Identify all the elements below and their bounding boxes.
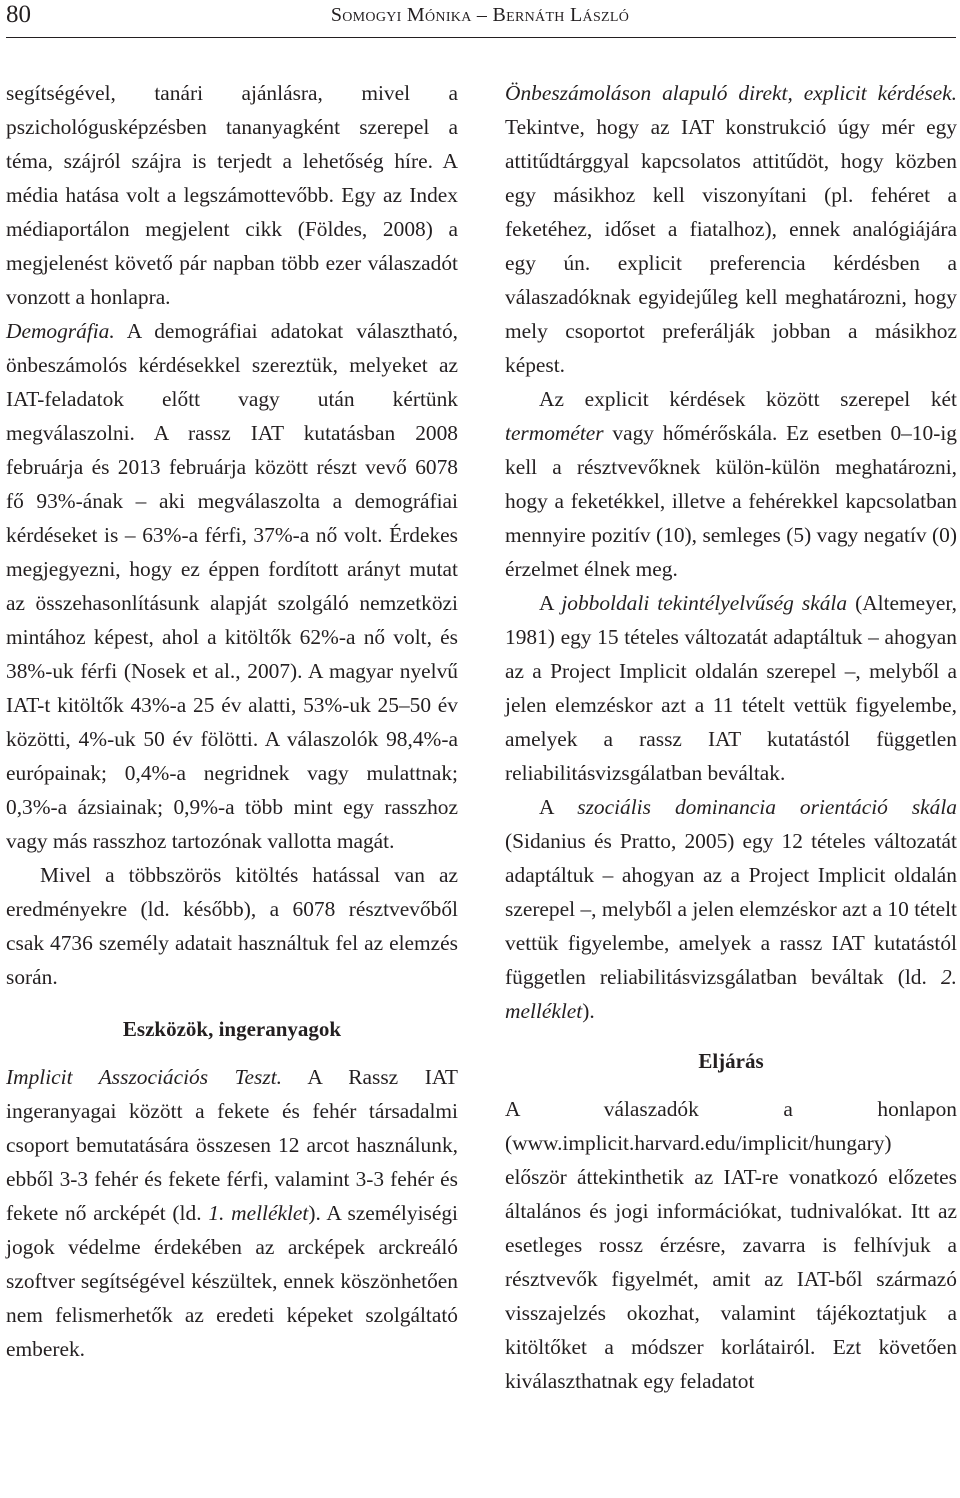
appendix-ref-2: 2. melléklet [505,965,957,1023]
paragraph-iat: Implicit Asszociációs Teszt. A Rassz IAT ingeranyagai között a fekete és fehér társadalmi csoport bemutatására összesen 12 arcot használunk, ebből 3-3 fehér és fekete férfi, valamint 3-3 fehér és fekete nő arcképét (ld. 1. melléklet). A személyiségi jogok védelme érdekében az arcképek arckreáló szoftver segítségével készültek, ennek köszönhetően nem felismerhetők az eredeti képeket szolgáltató emberek. [6,1065,458,1361]
paragraph-multiple-completion: Mivel a többszörös kitöltés hatással van az eredményekre (ld. később), a 6078 résztvevőből csak 4736 személy adatait használtuk fel az elemzés során. [6,863,458,989]
paragraph-explicit-questions: Önbeszámoláson alapuló direkt, explicit kérdések. Tekintve, hogy az IAT konstrukció úgy mér egy attitűdtárggyal kapcsolatos attitűdöt, hogy közben egy másikhoz kell viszonyítani (pl. fehéret a feketéhez, időset a fiatalhoz), ennek analógiájára egy ún. explicit preferencia kérdésben a válaszadóknak egyidejűleg kell meghatározni, hogy mely csoportot preferálják jobban a másikhoz képest. [505,81,957,377]
paragraph-recruitment: segítségével, tanári ajánlásra, mivel a pszichológusképzésben tananyagként szerepel a téma, szájról szájra is terjedt a lehetőség híre. A média hatása volt a legszámottevőbb. Egy az Index médiaportálon megjelent cikk (Földes, 2008) a megjelenést követő pár napban több ezer válaszadót vonzott a honlapra. [6,81,458,309]
appendix-ref-1: 1. melléklet [208,1201,309,1225]
run-in-heading-iat: Implicit Asszociációs Teszt. [6,1065,282,1089]
running-head: Somogyi Mónika – Bernáth László [330,4,630,26]
paragraph-sdo-scale: A szociális dominancia orientáció skála (Sidanius és Pratto, 2005) egy 12 tételes változatát adaptáltuk – ahogyan az a Project Implicit oldalán szerepel –, melyből a jelen elemzéskor azt a 10 tételt vettük figyelembe, amelyek a rassz IAT kutatástól független reliabilitásvizsgálatban beváltak (ld. 2. melléklet). [505,795,957,1023]
run-in-heading-explicit: Önbeszámoláson alapuló direkt, explicit kérdések. [505,81,957,105]
paragraph-procedure: A válaszadók a honlapon (www.implicit.harvard.edu/implicit/hungary) először áttekinthetik az IAT-re vonatkozó előzetes általános és jogi információkat, tudnivalókat. Itt az esetleges rossz érzésre, zavarra is felhívjuk a résztvevők figyelmét, amit az IAT-ből származó visszajelzés okozhat, valamint tájékoztatjuk a kitöltőket a módszer korlátairól. Ezt követően kiválaszthatnak egy feladatot [505,1097,957,1393]
page-header [0,0,960,34]
page-number: 80 [6,1,31,28]
paragraph-thermometer: Az explicit kérdések között szerepel két termométer vagy hőmérőskála. Ez esetben 0–10-ig kell a résztvevőknek külön-külön meghatározni, hogy a feketékkel, illetve a fehérekkel kapcsolatban mennyire pozitív (10), semleges (5) vagy negatív (0) érzelmet élnek meg. [505,387,957,581]
term-rwa-scale: jobboldali tekintélyelvűség skála [561,591,848,615]
paragraph-rwa-scale: A jobboldali tekintélyelvűség skála (Altemeyer, 1981) egy 15 tételes változatát adaptáltuk – ahogyan az a Project Implicit oldalán szerepel –, melyből a jelen elemzéskor azt a 11 tételt vettük figyelembe, amelyek a rassz IAT kutatástól független reliabilitásvizsgálatban beváltak. [505,591,957,785]
section-heading-instruments: Eszközök, ingeranyagok [122,1017,342,1041]
header-rule [6,37,956,38]
section-heading-procedure: Eljárás [698,1049,764,1073]
right-column [505,76,957,1398]
paragraph-demography: Demográfia. A demográfiai adatokat választható, önbeszámolós kérdésekkel szereztük, melyeket az IAT-feladatok előtt vagy után kértünk megválaszolni. A rassz IAT kutatásban 2008 februárja és 2013 februárja között részt vevő 6078 fő 93%-ának – aki megválaszolta a demográfiai kérdéseket is – 63%-a férfi, 37%-a nő volt. Érdekes megjegyezni, hogy ez éppen fordított arányt mutat az összehasonlításunk alapját szolgáló nemzetközi mintához képest, ahol a kitöltők 62%-a nő volt, és 38%-uk férfi (Nosek et al., 2007). A magyar nyelvű IAT-t kitöltők 43%-a 25 év alatti, 53%-uk 25–50 év közötti, 4%-uk 50 év fölötti. A válaszolók 98,4%-a európainak; 0,4%-a negridnek vagy mulattnak; 0,3%-a ázsiainak; 0,9%-a több mint egy rasszhoz vagy más rasszhoz tartozónak vallotta magát. [6,319,458,853]
term-sdo-scale: szociális dominancia orientáció skála [577,795,957,819]
left-column [6,76,458,1366]
run-in-heading-demography: Demográfia. [6,319,115,343]
term-thermometer: termométer [505,421,604,445]
